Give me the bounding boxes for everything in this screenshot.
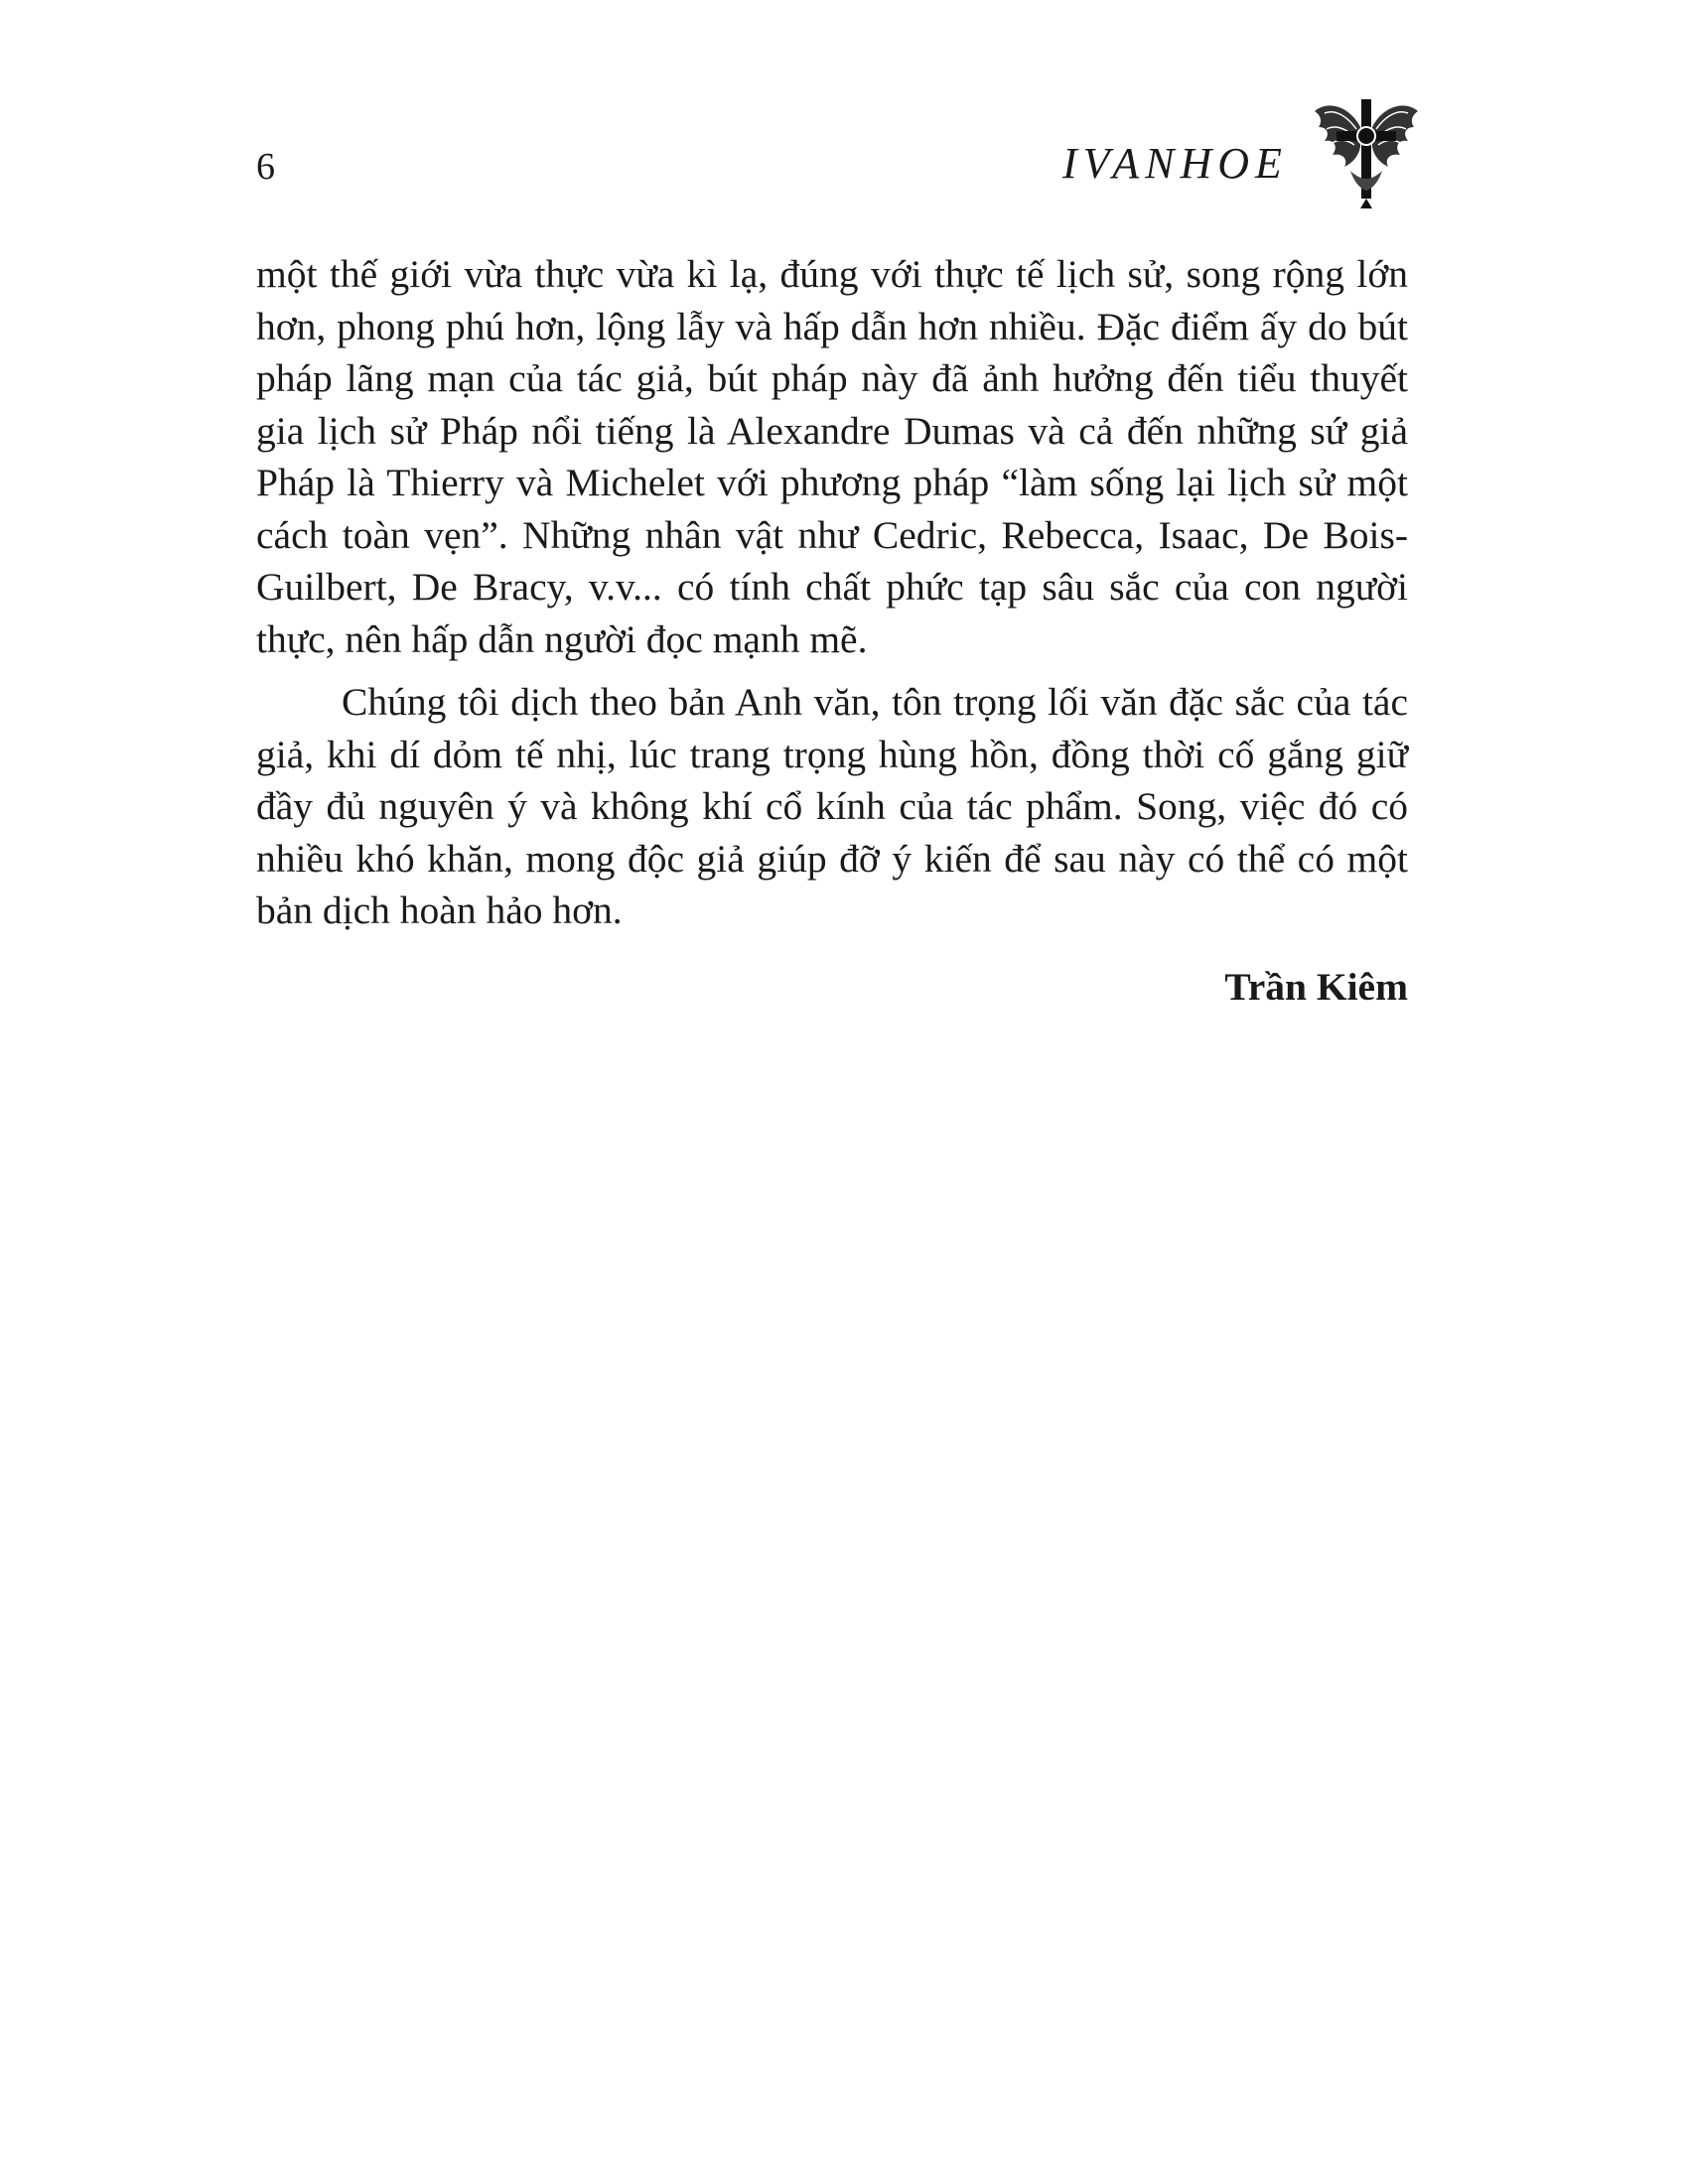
running-title: IVANHOE	[1062, 139, 1288, 188]
paragraph: một thế giới vừa thực vừa kì lạ, đúng với thực tế lịch sử, song rộng lớn hơn, phong phú hơn, lộng lẫy và hấp dẫn hơn nhiều. Đặc điểm ấy do bút pháp lãng mạn của tác giả, bút pháp này đã ảnh hưởng đến tiểu thuyết gia lịch sử Pháp nổi tiếng là Alexandre Dumas và cả đến những sứ giả Pháp là Thierry và Michelet với phương pháp “làm sống lại lịch sử một cách toàn vẹn”. Những nhân vật như Cedric, Rebecca, Isaac, De Bois-Guilbert, De Bracy, v.v... có tính chất phức tạp sâu sắc của con người thực, nên hấp dẫn người đọc mạnh mẽ.	[256, 252, 1408, 661]
winged-cross-emblem-icon	[1311, 97, 1422, 210]
translator-signature: Trần Kiêm	[1224, 965, 1408, 1009]
paragraph: Chúng tôi dịch theo bản Anh văn, tôn trọng lối văn đặc sắc của tác giả, khi dí dỏm tế nhị, lúc trang trọng hùng hồn, đồng thời cố gắng giữ đầy đủ nguyên ý và không khí cổ kính của tác phẩm. Song, việc đó có nhiều khó khăn, mong độc giả giúp đỡ ý kiến để sau này có thể có một bản dịch hoàn hảo hơn.	[256, 680, 1408, 932]
body-text	[256, 248, 1408, 937]
page-number: 6	[256, 146, 275, 188]
